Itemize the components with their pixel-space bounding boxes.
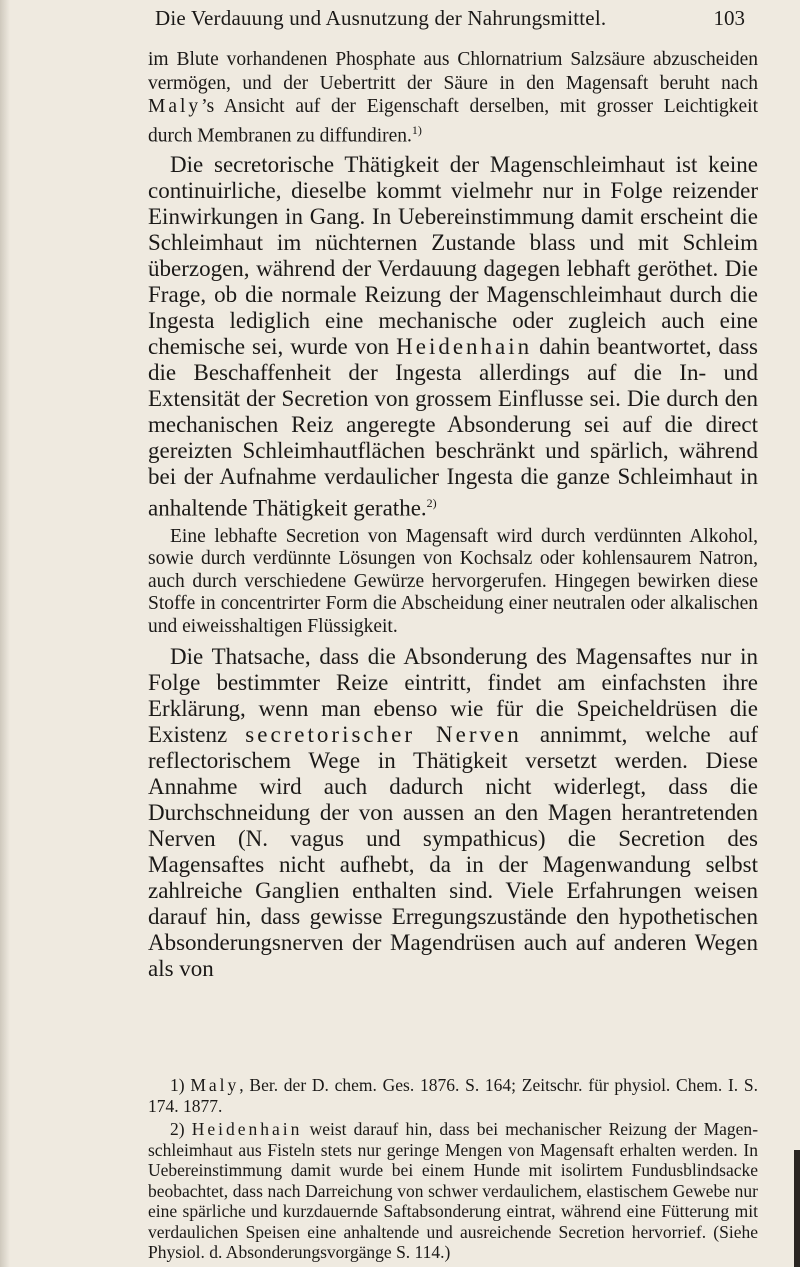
footnote-number: 2) <box>170 1119 185 1139</box>
page-number: 103 <box>713 6 745 30</box>
paragraph-continuation <box>148 48 758 148</box>
text-run: Die secretorische Thätigkeit der Magenschleimhaut ist keine continuirliche, dieselbe kommt vielmehr nur in Folge reizender Einwirkungen in Gang. In Uebereinstimmung damit erscheint die Schleimhaut im nüchternen Zustande blass und mit Schleim überzogen, während der Verdauung dagegen lebhaft geröthet. Die Frage, ob die normale Reizung der Magenschleimhaut durch die Ingesta lediglich eine mechanische oder zugleich auch eine chemische sei, wurde von <box>148 152 758 360</box>
footnote-ref: 1) <box>411 123 422 138</box>
author-name: Maly <box>148 96 202 118</box>
paragraph-small-print: Eine lebhafte Secretion von Magensaft wird durch verdünnten Alkohol, sowie durch verdünnte Lösungen von Kochsalz oder kohlensaurem Natron, auch durch verschiedene Gewürze hervorgerufen. Hingegen bewirken diese Stoffe in concentrirter Form die Abscheidung einer neutralen oder alkalischen und eiweisshaltigen Flüssigkeit. <box>148 525 758 637</box>
text-run: dahin beantwortet, dass die Beschaffenheit der Ingesta allerdings auf die In- und Extensität der Secretion von grossem Einflusse sei. Die durch den mechanischen Reiz angeregte Absonderung sei auf die direct gereizten Schleimhautflächen beschränkt und spärlich, während bei der Aufnahme verdaulicher Ingesta die ganze Schleimhaut in anhaltende Thätigkeit gerathe. <box>148 334 758 521</box>
running-title: Die Verdauung und Ausnutzung der Nahrungsmittel. <box>155 6 607 30</box>
footnote-text: weist darauf hin, dass bei mechanischer Reizung der Magenschleimhaut aus Fisteln stets nur geringe Mengen von Magensaft erhalten werden. In Uebereinstimmung damit wurde bei einem Hunde mit isolirtem Fundusblindsacke beobachtet, dass nach Darreichung von schwer verdaulichem, elastischem Gewebe nur eine spärliche und kurzdauernde Saftabsonderung eintrat, während eine Fütterung mit verdaulichen Speisen eine anhaltende und ausreichende Secretion hervorrief. (Siehe Physiol. d. Absonderungsvorgänge S. 114.) <box>148 1119 759 1262</box>
footnote-1 <box>148 1075 758 1116</box>
footnote-number: 1) <box>170 1075 185 1095</box>
emphasized-term: secretorischer Nerven <box>245 722 522 748</box>
footnotes <box>148 1075 758 1266</box>
page-gutter-shadow <box>0 0 10 1267</box>
text-run: ’s Ansicht auf der Eigenschaft derselben, mit grosser Leichtigkeit durch Membranen zu diffundiren. <box>148 96 758 147</box>
running-header <box>155 6 745 36</box>
author-name: Heidenhain <box>191 1119 303 1139</box>
footnote-text: , Ber. der D. chem. Ges. 1876. S. 164; Zeitschr. für physiol. Chem. I. S. 174. 1877. <box>148 1075 759 1116</box>
text-run: annimmt, welche auf reflectorischem Wege in Thätigkeit versetzt werden. Diese Annahme wird auch dadurch nicht widerlegt, dass die Durchschneidung der von aussen an den Magen herantretenden Nerven (N. vagus und sympathicus) die Secretion des Magensaftes nicht aufhebt, da in der Magenwandung selbst zahlreiche Ganglien enthalten sind. Viele Erfahrungen weisen darauf hin, dass gewisse Erregungszustände den hypothetischen Absonderungsnerven der Magendrüsen auch auf anderen Wegen als von <box>148 722 758 982</box>
page-edge <box>794 1150 800 1267</box>
author-name: Heidenhain <box>396 334 533 360</box>
text-run: im Blute vorhandenen Phosphate aus Chlornatrium Salzsäure abzuscheiden vermögen, und der Uebertritt der Säure in den Magensaft beruht nach <box>148 49 758 94</box>
footnote-2 <box>148 1119 758 1263</box>
text-run: Die Thatsache, dass die Absonderung des Magensaftes nur in Folge bestimmter Reize eintritt, findet am einfachsten ihre Erklärung, wenn man ebenso wie für die Speicheldrüsen die Existenz <box>148 644 758 748</box>
author-name: Maly <box>190 1075 240 1095</box>
main-text <box>148 48 758 982</box>
paragraph-secretory-nerves <box>148 644 758 982</box>
paragraph-secretory-activity <box>148 152 758 522</box>
footnote-ref: 2) <box>426 496 437 511</box>
